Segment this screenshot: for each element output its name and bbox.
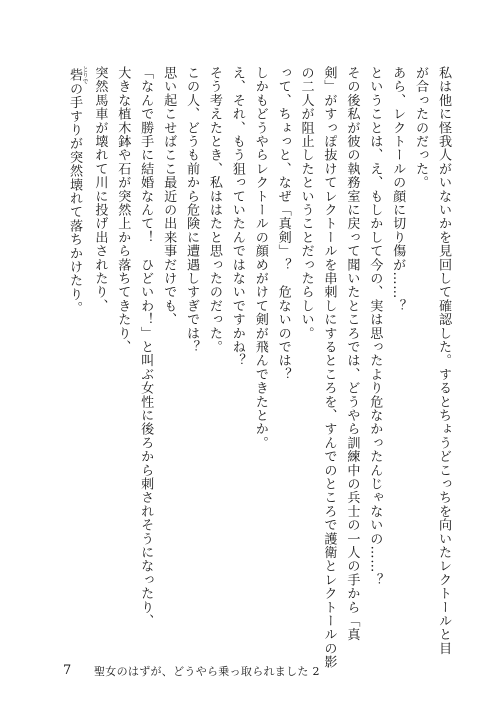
text-line-4: ということは、え、もしかして今の、実は思ったより危なかったんじゃないの……？ (367, 66, 383, 587)
text-line-2: が合ったのだった。 (413, 66, 429, 190)
text-line-3: あら、レクトールの顔に切り傷が……？ (390, 66, 406, 313)
page-footer (0, 662, 500, 682)
text-line-1: 私は他に怪我人がいないかを見回して確認した。するとちょうどこっちを向いたレクトールと目 (436, 66, 451, 656)
text-line-18 (62, 66, 87, 646)
text-line-6: その後私が彼の執務室に戻って聞いたところでは、どうやら訓練中の兵士の一人の手から「真 (344, 66, 360, 642)
text-line-14: 思い起こせばここ最近の出来事だけでも、 (161, 66, 177, 327)
page-number: 7 (63, 663, 72, 678)
ruby-line-rest: の手すりが突然壊れて落ちかけたり。 (67, 81, 82, 315)
ruby-reading: とりで (81, 66, 88, 84)
text-line-17: 突然馬車が壊れて川に投げ出されたり、 (92, 66, 108, 313)
text-line-10: しかもどうやらレクトールの顔めがけて剣が飛んできたとか。 (252, 66, 268, 450)
ruby-base: 砦 (67, 66, 82, 84)
text-line-16: 大きな植木鉢や石が突然上から落ちてきたり、 (115, 66, 131, 354)
text-line-12: そう考えたとき、私ははたと思ったのだった。 (206, 66, 222, 354)
text-line-15: 「なんで勝手に結婚なんて！ ひどいわ！」と叫ぶ女性に後ろから刺されそうになったり、 (138, 66, 154, 628)
book-title: 聖女のはずが、どうやら乗っ取られました 2 (94, 665, 320, 678)
text-line-7: 剣」がすっぽ抜けてレクトールを串刺しにするところを、すんでのところで護衛とレクトールの影 (321, 66, 337, 669)
text-line-9: って、ちょっと、なぜ「真剣」？ 危ないのでは？ (275, 66, 291, 382)
text-line-8: の二人が阻止したということだったらしい。 (298, 66, 314, 340)
vertical-body-text (62, 66, 454, 669)
text-line-11: え、それ、もう狙っていたんではないですかね？ (229, 66, 245, 368)
text-line-13: この人、どうも前から危険に遭遇しすぎでは？ (184, 66, 200, 354)
ruby-annotated-word (67, 66, 88, 84)
